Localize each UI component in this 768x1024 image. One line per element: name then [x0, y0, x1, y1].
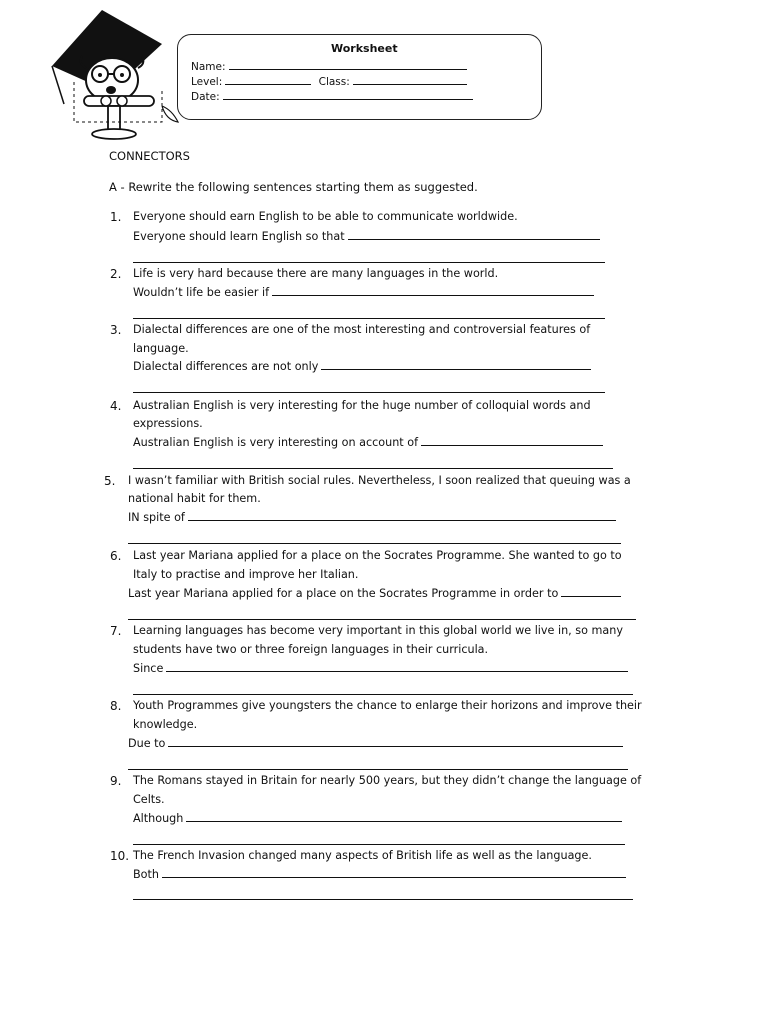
item-6-answer-line[interactable]	[561, 595, 621, 597]
item-9-prompt-text: Although	[133, 812, 184, 825]
item-2-number: 2.	[110, 267, 122, 281]
level-label: Level:	[191, 76, 223, 88]
item-10-prompt-text: Both	[133, 868, 159, 881]
item-2-answer-line[interactable]	[272, 294, 594, 296]
item-7-sentence-line-1: Learning languages has become very important in this global world we live in, so many	[133, 624, 623, 637]
item-3-number: 3.	[110, 323, 122, 337]
item-3-answer-line[interactable]	[321, 368, 591, 370]
item-1-number: 1.	[110, 210, 122, 224]
item-3-sentence-line-2: language.	[133, 342, 189, 355]
name-label: Name:	[191, 61, 226, 73]
item-4-number: 4.	[110, 399, 122, 413]
date-label: Date:	[191, 91, 220, 103]
item-4-prompt	[133, 436, 603, 450]
item-8-prompt-text: Due to	[128, 737, 166, 750]
item-8-answer-line-2[interactable]	[128, 769, 628, 770]
item-4-prompt-text: Australian English is very interesting on account of	[133, 436, 419, 449]
item-7-sentence-line-2: students have two or three foreign languages in their curricula.	[133, 643, 489, 656]
item-8-answer-line[interactable]	[168, 745, 623, 747]
item-3-answer-line-2[interactable]	[133, 392, 605, 393]
item-2-sentence: Life is very hard because there are many languages in the world.	[133, 267, 499, 280]
item-7-prompt	[133, 662, 628, 676]
class-label: Class:	[318, 76, 350, 88]
level-blank-line[interactable]	[225, 83, 311, 85]
item-10-answer-line-2[interactable]	[133, 899, 633, 900]
item-7-prompt-text: Since	[133, 662, 164, 675]
item-9-answer-line[interactable]	[186, 820, 622, 822]
item-9-prompt	[133, 812, 622, 826]
item-1-answer-line[interactable]	[348, 238, 600, 240]
name-field-row[interactable]	[191, 60, 467, 74]
item-7-answer-line-2[interactable]	[133, 694, 633, 695]
worksheet-title: Worksheet	[331, 42, 398, 55]
item-4-sentence-line-1: Australian English is very interesting for the huge number of colloquial words and	[133, 399, 591, 412]
item-1-answer-line-2[interactable]	[133, 262, 605, 263]
item-4-sentence-line-2: expressions.	[133, 417, 203, 430]
item-1-prompt-text: Everyone should learn English so that	[133, 230, 345, 243]
graduate-mascot-illustration	[50, 6, 182, 144]
item-3-prompt	[133, 360, 591, 374]
item-9-number: 9.	[110, 774, 122, 788]
item-9-answer-line-2[interactable]	[133, 844, 625, 845]
level-class-row[interactable]	[191, 75, 467, 89]
instruction-text: A - Rewrite the following sentences starting them as suggested.	[109, 180, 478, 194]
item-9-sentence-line-1: The Romans stayed in Britain for nearly 500 years, but they didn’t change the language of	[133, 774, 642, 787]
item-8-sentence-line-2: knowledge.	[133, 718, 198, 731]
item-5-answer-line-2[interactable]	[128, 543, 621, 544]
date-blank-line[interactable]	[223, 98, 473, 100]
item-2-answer-line-2[interactable]	[133, 318, 605, 319]
item-5-sentence-line-2: national habit for them.	[128, 492, 261, 505]
item-10-number: 10.	[110, 849, 130, 863]
item-10-answer-line[interactable]	[162, 876, 626, 878]
item-6-prompt	[128, 587, 621, 601]
item-1-sentence: Everyone should earn English to be able to communicate worldwide.	[133, 210, 518, 223]
section-title: CONNECTORS	[109, 149, 190, 163]
item-4-answer-line[interactable]	[421, 444, 603, 446]
date-field-row[interactable]	[191, 90, 473, 104]
item-10-prompt	[133, 868, 626, 882]
item-3-prompt-text: Dialectal differences are not only	[133, 360, 319, 373]
item-7-answer-line[interactable]	[166, 670, 628, 672]
item-5-answer-line[interactable]	[188, 519, 616, 521]
name-blank-line[interactable]	[229, 68, 467, 70]
item-3-sentence-line-1: Dialectal differences are one of the most interesting and controversial features of	[133, 323, 591, 336]
item-5-prompt	[128, 511, 616, 525]
item-5-sentence-line-1: I wasn’t familiar with British social rules. Nevertheless, I soon realized that queuing was a	[128, 474, 631, 487]
item-5-prompt-text: IN spite of	[128, 511, 185, 524]
item-4-answer-line-2[interactable]	[133, 468, 613, 469]
item-5-number: 5.	[104, 474, 116, 488]
item-8-sentence-line-1: Youth Programmes give youngsters the chance to enlarge their horizons and improve their	[133, 699, 642, 712]
item-2-prompt-text: Wouldn’t life be easier if	[133, 286, 270, 299]
item-8-prompt	[128, 737, 623, 751]
item-6-answer-line-2[interactable]	[128, 619, 636, 620]
item-6-prompt-text: Last year Mariana applied for a place on the Socrates Programme in order to	[128, 587, 559, 600]
item-10-sentence: The French Invasion changed many aspects of British life as well as the language.	[133, 849, 592, 862]
class-blank-line[interactable]	[353, 83, 467, 85]
item-6-sentence-line-1: Last year Mariana applied for a place on the Socrates Programme. She wanted to go to	[133, 549, 622, 562]
item-2-prompt	[133, 286, 594, 300]
item-6-number: 6.	[110, 549, 122, 563]
item-9-sentence-line-2: Celts.	[133, 793, 165, 806]
item-8-number: 8.	[110, 699, 122, 713]
item-6-sentence-line-2: Italy to practise and improve her Italian.	[133, 568, 359, 581]
item-7-number: 7.	[110, 624, 122, 638]
item-1-prompt	[133, 230, 600, 244]
